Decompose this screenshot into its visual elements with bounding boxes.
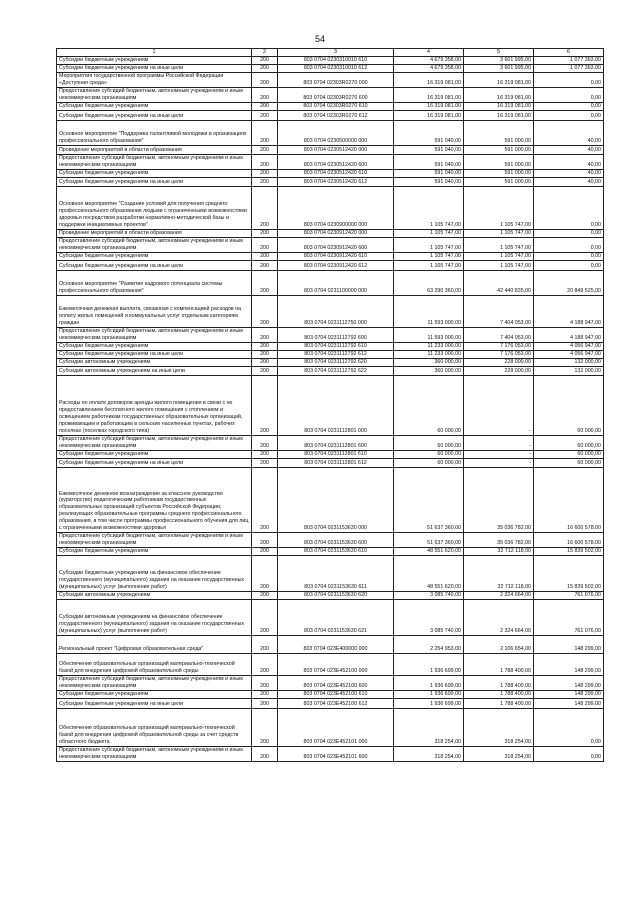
budget-execution-table (56, 48, 604, 762)
row-executed-cell: 42 440 835,00 (464, 271, 534, 296)
row-executed-cell: 1 105 747,00 (464, 238, 534, 253)
row-executed-cell: - (464, 459, 534, 468)
row-remaining-cell: 132 000,00 (534, 359, 604, 367)
row-executed-cell: 16 319 081,00 (464, 73, 534, 88)
row-approved-cell: 4 679 358,00 (394, 57, 464, 65)
row-name-cell: Предоставление субсидий бюджетным, автономным учреждениям и иным некоммерческим организациям (57, 238, 252, 253)
row-section-cell: 200 (252, 351, 278, 359)
row-approved-cell: 1 105 747,00 (394, 187, 464, 230)
table-row (57, 121, 604, 146)
row-approved-cell: 63 290 360,00 (394, 271, 464, 296)
row-remaining-cell: 0,00 (534, 253, 604, 261)
row-remaining-cell: 60 000,00 (534, 436, 604, 451)
row-approved-cell: 16 319 081,00 (394, 111, 464, 121)
row-remaining-cell: 0,00 (534, 111, 604, 121)
table-row (57, 367, 604, 376)
row-code-cell: 803 0704 0230512420 600 (278, 155, 394, 170)
row-executed-cell: 591 000,00 (464, 121, 534, 146)
row-section-cell: 200 (252, 170, 278, 178)
table-row (57, 230, 604, 238)
row-executed-cell: 3 601 995,00 (464, 57, 534, 65)
table-row (57, 376, 604, 436)
row-remaining-cell: 4 056 947,00 (534, 351, 604, 359)
row-name-cell: Субсидии бюджетным учреждениям на иные цели (57, 699, 252, 709)
row-approved-cell: 4 679 358,00 (394, 65, 464, 73)
row-name-cell: Субсидии бюджетным учреждениям (57, 548, 252, 556)
row-name-cell: Субсидии бюджетным учреждениям на иные цели (57, 65, 252, 73)
row-name-cell: Субсидии бюджетным учреждениям (57, 343, 252, 351)
row-section-cell: 200 (252, 451, 278, 459)
row-code-cell: 803 0704 0231153630 620 (278, 592, 394, 600)
row-approved-cell: 60 000,00 (394, 451, 464, 459)
row-name-cell: Обеспечение образовательных организаций материально-технической базой для внедрения цифровой образовательной среды (57, 654, 252, 676)
column-header: 2 (252, 49, 278, 57)
row-executed-cell: 7 176 053,00 (464, 343, 534, 351)
row-section-cell: 200 (252, 111, 278, 121)
row-name-cell: Субсидии бюджетным учреждениям на иные цели (57, 178, 252, 187)
row-name-cell: Субсидии бюджетным учреждениям (57, 451, 252, 459)
row-executed-cell: 318 254,00 (464, 747, 534, 762)
row-code-cell: 803 0704 0231153630 610 (278, 548, 394, 556)
row-code-cell: 803 0704 0231153630 000 (278, 468, 394, 533)
row-section-cell: 200 (252, 230, 278, 238)
row-section-cell: 200 (252, 155, 278, 170)
row-executed-cell: 7 404 053,00 (464, 328, 534, 343)
row-executed-cell: - (464, 451, 534, 459)
row-name-cell: Субсидии бюджетным учреждениям (57, 57, 252, 65)
row-approved-cell: 60 000,00 (394, 436, 464, 451)
table-row (57, 654, 604, 676)
table-body (57, 57, 604, 762)
row-code-cell: 803 0704 0230512420 612 (278, 178, 394, 187)
row-approved-cell: 2 254 953,00 (394, 636, 464, 654)
row-approved-cell: 1 936 699,00 (394, 699, 464, 709)
table-row (57, 187, 604, 230)
row-section-cell: 200 (252, 253, 278, 261)
row-approved-cell: 11 593 000,00 (394, 328, 464, 343)
row-name-cell: Предоставление субсидий бюджетным, автономным учреждениям и иным некоммерческим организациям (57, 155, 252, 170)
row-section-cell: 200 (252, 103, 278, 111)
row-approved-cell: 3 085 740,00 (394, 592, 464, 600)
row-executed-cell: 1 105 747,00 (464, 253, 534, 261)
row-code-cell: 803 0704 0230512420 000 (278, 146, 394, 155)
row-executed-cell: 32 712 118,00 (464, 556, 534, 592)
row-executed-cell: 228 000,00 (464, 359, 534, 367)
row-section-cell: 200 (252, 600, 278, 636)
row-code-cell: 803 0704 023E400000 000 (278, 636, 394, 654)
row-remaining-cell: 0,00 (534, 709, 604, 747)
row-code-cell: 803 0704 0231112801 612 (278, 459, 394, 468)
row-executed-cell: - (464, 376, 534, 436)
row-remaining-cell: 4 056 947,00 (534, 343, 604, 351)
table-row (57, 459, 604, 468)
row-remaining-cell: 4 188 947,00 (534, 296, 604, 328)
table-row (57, 343, 604, 351)
row-code-cell: 803 0704 0230310010 612 (278, 65, 394, 73)
row-executed-cell: 16 319 081,00 (464, 103, 534, 111)
table-row (57, 238, 604, 253)
row-remaining-cell: 0,00 (534, 103, 604, 111)
row-approved-cell: 48 551 620,00 (394, 548, 464, 556)
row-code-cell: 803 0704 023E452100 600 (278, 676, 394, 691)
row-section-cell: 200 (252, 121, 278, 146)
row-approved-cell: 1 105 747,00 (394, 230, 464, 238)
row-remaining-cell: 148 299,00 (534, 676, 604, 691)
row-name-cell: Субсидии автономным учреждениям на иные цели (57, 367, 252, 376)
row-remaining-cell: 761 076,00 (534, 600, 604, 636)
row-name-cell: Проведение мероприятий в области образования (57, 146, 252, 155)
row-remaining-cell: 15 839 502,00 (534, 548, 604, 556)
row-executed-cell: 16 319 081,00 (464, 111, 534, 121)
row-name-cell: Субсидии бюджетным учреждениям (57, 170, 252, 178)
row-executed-cell: 591 000,00 (464, 170, 534, 178)
row-approved-cell: 11 593 000,00 (394, 296, 464, 328)
row-remaining-cell: 40,00 (534, 155, 604, 170)
row-executed-cell: 1 788 400,00 (464, 676, 534, 691)
row-remaining-cell: 20 849 525,00 (534, 271, 604, 296)
row-executed-cell: 1 105 747,00 (464, 187, 534, 230)
table-row (57, 253, 604, 261)
row-approved-cell: 60 000,00 (394, 376, 464, 436)
row-name-cell: Субсидии автономным учреждениям (57, 359, 252, 367)
column-header: 5 (464, 49, 534, 57)
row-code-cell: 803 0704 0231112792 620 (278, 359, 394, 367)
row-remaining-cell: 60 000,00 (534, 451, 604, 459)
table-row (57, 73, 604, 88)
row-executed-cell: 35 036 782,00 (464, 533, 534, 548)
table-row (57, 556, 604, 592)
row-executed-cell: 1 105 747,00 (464, 230, 534, 238)
row-approved-cell: 1 105 747,00 (394, 261, 464, 271)
row-approved-cell: 591 040,00 (394, 170, 464, 178)
row-code-cell: 803 0704 0230310010 610 (278, 57, 394, 65)
row-executed-cell: 1 788 400,00 (464, 699, 534, 709)
row-name-cell: Предоставление субсидий бюджетным, автономным учреждениям и иным некоммерческим организациям (57, 676, 252, 691)
row-remaining-cell: 148 299,00 (534, 654, 604, 676)
row-executed-cell: 1 788 400,00 (464, 691, 534, 699)
row-remaining-cell: 40,00 (534, 170, 604, 178)
row-approved-cell: 1 105 747,00 (394, 253, 464, 261)
row-remaining-cell: 40,00 (534, 178, 604, 187)
row-section-cell: 200 (252, 88, 278, 103)
table-row (57, 88, 604, 103)
row-executed-cell: 35 036 782,00 (464, 468, 534, 533)
table-row (57, 691, 604, 699)
row-remaining-cell: 40,00 (534, 121, 604, 146)
row-section-cell: 200 (252, 709, 278, 747)
table-row (57, 351, 604, 359)
row-name-cell: Предоставление субсидий бюджетным, автономным учреждениям и иным некоммерческим организациям (57, 328, 252, 343)
row-remaining-cell: 148 299,00 (534, 691, 604, 699)
table-row (57, 636, 604, 654)
row-section-cell: 200 (252, 146, 278, 155)
row-remaining-cell: 761 076,00 (534, 592, 604, 600)
row-code-cell: 803 0704 0231112801 610 (278, 451, 394, 459)
row-section-cell: 200 (252, 459, 278, 468)
row-remaining-cell: 0,00 (534, 747, 604, 762)
row-approved-cell: 3 085 740,00 (394, 600, 464, 636)
table-row (57, 146, 604, 155)
row-executed-cell: 32 712 118,00 (464, 548, 534, 556)
row-code-cell: 803 0704 023E452101 000 (278, 709, 394, 747)
table-row (57, 468, 604, 533)
table-row (57, 170, 604, 178)
row-approved-cell: 16 319 081,00 (394, 73, 464, 88)
table-row (57, 178, 604, 187)
row-code-cell: 803 0704 0231112801 600 (278, 436, 394, 451)
row-section-cell: 200 (252, 73, 278, 88)
row-executed-cell: 228 000,00 (464, 367, 534, 376)
table-header-row (57, 49, 604, 57)
table-row (57, 548, 604, 556)
row-remaining-cell: 0,00 (534, 73, 604, 88)
row-remaining-cell: 0,00 (534, 88, 604, 103)
row-name-cell: Субсидии автономным учреждениям (57, 592, 252, 600)
row-name-cell: Ежемесячное денежное вознаграждение за классное руководство (кураторство) педагогическим работникам государственных образовательных организаций субъектов Российской Федерации, реализующих образовательные программы среднего профессионального образования, в том числе программы профессионального обучения для лиц с ограниченными возможностями здоровья (57, 468, 252, 533)
row-name-cell: Обеспечение образовательных организаций материально-технической базой для внедрения цифровой образовательной среды за счет средств областного бюджета (57, 709, 252, 747)
row-name-cell: Субсидии бюджетным учреждениям на иные цели (57, 261, 252, 271)
table-row (57, 65, 604, 73)
table-row (57, 271, 604, 296)
table-row (57, 709, 604, 747)
row-approved-cell: 591 040,00 (394, 146, 464, 155)
row-executed-cell: 2 324 664,00 (464, 600, 534, 636)
row-remaining-cell: 4 188 947,00 (534, 328, 604, 343)
row-name-cell: Субсидии бюджетным учреждениям на иные цели (57, 459, 252, 468)
row-executed-cell: 318 254,00 (464, 709, 534, 747)
column-header: 1 (57, 49, 252, 57)
row-name-cell: Основное мероприятие "Развитие кадрового потенциала системы профессионального образования" (57, 271, 252, 296)
row-code-cell: 803 0704 0231112792 600 (278, 328, 394, 343)
row-section-cell: 200 (252, 376, 278, 436)
row-remaining-cell: 60 000,00 (534, 459, 604, 468)
row-section-cell: 200 (252, 533, 278, 548)
row-code-cell: 803 0704 0230912420 600 (278, 238, 394, 253)
row-code-cell: 803 0704 0231153630 611 (278, 556, 394, 592)
row-code-cell: 803 0704 02303R0270 000 (278, 73, 394, 88)
row-approved-cell: 1 936 699,00 (394, 691, 464, 699)
row-executed-cell: 7 176 053,00 (464, 351, 534, 359)
row-section-cell: 200 (252, 436, 278, 451)
row-section-cell: 200 (252, 238, 278, 253)
table-row (57, 57, 604, 65)
row-approved-cell: 591 040,00 (394, 121, 464, 146)
row-executed-cell: 591 000,00 (464, 178, 534, 187)
row-approved-cell: 591 040,00 (394, 155, 464, 170)
row-section-cell: 200 (252, 296, 278, 328)
row-executed-cell: 3 601 995,00 (464, 65, 534, 73)
row-name-cell: Субсидии бюджетным учреждениям на финансовое обеспечение государственного (муниципального) задания на оказание государственных (муниципальных) услуг (выполнение работ) (57, 556, 252, 592)
table-row (57, 359, 604, 367)
row-remaining-cell: 1 077 363,00 (534, 65, 604, 73)
table-row (57, 451, 604, 459)
row-remaining-cell: 148 299,00 (534, 699, 604, 709)
row-section-cell: 200 (252, 592, 278, 600)
table-row (57, 600, 604, 636)
page-number: 54 (314, 34, 325, 44)
row-code-cell: 803 0704 02303R0270 612 (278, 111, 394, 121)
row-code-cell: 803 0704 023E452100 612 (278, 699, 394, 709)
row-approved-cell: 591 040,00 (394, 178, 464, 187)
row-executed-cell: 7 404 053,00 (464, 296, 534, 328)
row-approved-cell: 51 637 360,00 (394, 533, 464, 548)
row-name-cell: Проведение мероприятий в области образования (57, 230, 252, 238)
table-row (57, 103, 604, 111)
row-approved-cell: 1 105 747,00 (394, 238, 464, 253)
row-section-cell: 200 (252, 654, 278, 676)
row-name-cell: Субсидии бюджетным учреждениям (57, 691, 252, 699)
row-approved-cell: 360 000,00 (394, 367, 464, 376)
row-approved-cell: 1 936 699,00 (394, 676, 464, 691)
row-approved-cell: 16 319 081,00 (394, 88, 464, 103)
row-code-cell: 803 0704 0231100000 000 (278, 271, 394, 296)
table-row (57, 436, 604, 451)
row-name-cell: Основное мероприятие "Создание условий для получения среднего профессионального образования людьми с ограниченными возможностями здоровья посредством разработки нормативно-методической базы и поддержки инициативных проектов" (57, 187, 252, 230)
row-remaining-cell: 16 600 578,00 (534, 468, 604, 533)
row-section-cell: 200 (252, 636, 278, 654)
row-approved-cell: 16 319 081,00 (394, 103, 464, 111)
row-name-cell: Субсидии бюджетным учреждениям (57, 103, 252, 111)
row-remaining-cell: 0,00 (534, 261, 604, 271)
row-section-cell: 200 (252, 178, 278, 187)
row-code-cell: 803 0704 02303R0270 600 (278, 88, 394, 103)
table-row (57, 328, 604, 343)
row-code-cell: 803 0704 0230912420 610 (278, 253, 394, 261)
column-header: 4 (394, 49, 464, 57)
row-approved-cell: 51 637 360,00 (394, 468, 464, 533)
row-code-cell: 803 0704 0230912420 000 (278, 230, 394, 238)
row-approved-cell: 60 000,00 (394, 459, 464, 468)
row-remaining-cell: 0,00 (534, 230, 604, 238)
table-row (57, 592, 604, 600)
row-name-cell: Региональный проект "Цифровая образовательная среда" (57, 636, 252, 654)
table-row (57, 111, 604, 121)
row-section-cell: 200 (252, 747, 278, 762)
row-name-cell: Расходы по оплате договоров аренды жилого помещения в связи с не предоставлением бесплатного жилого помещения с отоплением и освещением работникам государственных образовательных организаций, проживающим и работающим в сельских населенных пунктах, рабочих поселках (поселках городского типа) (57, 376, 252, 436)
row-section-cell: 200 (252, 691, 278, 699)
row-approved-cell: 318 254,00 (394, 709, 464, 747)
row-executed-cell: 591 000,00 (464, 155, 534, 170)
row-code-cell: 803 0704 0231153630 621 (278, 600, 394, 636)
row-executed-cell: 2 106 654,00 (464, 636, 534, 654)
row-remaining-cell: 40,00 (534, 146, 604, 155)
row-code-cell: 803 0704 0231112792 610 (278, 343, 394, 351)
row-name-cell: Предоставление субсидий бюджетным, автономным учреждениям и иным некоммерческим организациям (57, 747, 252, 762)
row-code-cell: 803 0704 02303R0270 610 (278, 103, 394, 111)
row-section-cell: 200 (252, 328, 278, 343)
row-code-cell: 803 0704 0230500000 000 (278, 121, 394, 146)
table-row (57, 747, 604, 762)
row-section-cell: 200 (252, 699, 278, 709)
row-code-cell: 803 0704 023E452101 600 (278, 747, 394, 762)
row-code-cell: 803 0704 0231153630 600 (278, 533, 394, 548)
row-approved-cell: 1 936 699,00 (394, 654, 464, 676)
row-code-cell: 803 0704 023E452100 000 (278, 654, 394, 676)
row-executed-cell: 16 319 081,00 (464, 88, 534, 103)
row-executed-cell: - (464, 436, 534, 451)
row-approved-cell: 11 233 000,00 (394, 343, 464, 351)
row-code-cell: 803 0704 0230512420 610 (278, 170, 394, 178)
table-row (57, 296, 604, 328)
row-remaining-cell: 60 000,00 (534, 376, 604, 436)
row-code-cell: 803 0704 0230900000 000 (278, 187, 394, 230)
row-name-cell: Предоставление субсидий бюджетным, автономным учреждениям и иным некоммерческим организациям (57, 88, 252, 103)
row-remaining-cell: 132 000,00 (534, 367, 604, 376)
row-executed-cell: 591 000,00 (464, 146, 534, 155)
row-remaining-cell: 0,00 (534, 187, 604, 230)
row-section-cell: 200 (252, 367, 278, 376)
row-section-cell: 200 (252, 187, 278, 230)
row-section-cell: 200 (252, 468, 278, 533)
row-name-cell: Субсидии бюджетным учреждениям на иные цели (57, 351, 252, 359)
row-name-cell: Субсидии бюджетным учреждениям на иные цели (57, 111, 252, 121)
row-remaining-cell: 15 839 502,00 (534, 556, 604, 592)
row-section-cell: 200 (252, 65, 278, 73)
row-executed-cell: 1 788 400,00 (464, 654, 534, 676)
row-approved-cell: 48 551 620,00 (394, 556, 464, 592)
row-code-cell: 803 0704 0231112792 612 (278, 351, 394, 359)
row-name-cell: Предоставление субсидий бюджетным, автономным учреждениям и иным некоммерческим организациям (57, 533, 252, 548)
row-code-cell: 803 0704 023E452100 610 (278, 691, 394, 699)
table-row (57, 155, 604, 170)
row-name-cell: Мероприятия государственной программы Российской Федерации «Доступная среда» (57, 73, 252, 88)
row-section-cell: 200 (252, 556, 278, 592)
row-section-cell: 200 (252, 261, 278, 271)
row-remaining-cell: 16 600 578,00 (534, 533, 604, 548)
row-section-cell: 200 (252, 57, 278, 65)
row-section-cell: 200 (252, 676, 278, 691)
row-name-cell: Предоставление субсидий бюджетным, автономным учреждениям и иным некоммерческим организациям (57, 436, 252, 451)
table-row (57, 533, 604, 548)
row-executed-cell: 2 324 664,00 (464, 592, 534, 600)
table-row (57, 699, 604, 709)
row-remaining-cell: 1 077 363,00 (534, 57, 604, 65)
row-section-cell: 200 (252, 359, 278, 367)
row-code-cell: 803 0704 0231112750 000 (278, 296, 394, 328)
column-header: 3 (278, 49, 394, 57)
row-name-cell: Основное мероприятие "Поддержка талантливой молодежи в организациях профессионального образования" (57, 121, 252, 146)
row-name-cell: Субсидии бюджетным учреждениям (57, 253, 252, 261)
row-approved-cell: 360 000,00 (394, 359, 464, 367)
row-code-cell: 803 0704 0230912420 612 (278, 261, 394, 271)
row-remaining-cell: 0,00 (534, 238, 604, 253)
row-section-cell: 200 (252, 548, 278, 556)
table-row (57, 261, 604, 271)
column-header: 6 (534, 49, 604, 57)
row-name-cell: Ежемесячная денежная выплата, связанная с компенсацией расходов на оплату жилых помещений и коммунальных услуг отдельным категориям граждан (57, 296, 252, 328)
row-section-cell: 200 (252, 343, 278, 351)
row-remaining-cell: 148 299,00 (534, 636, 604, 654)
row-code-cell: 803 0704 0231112792 622 (278, 367, 394, 376)
row-executed-cell: 1 105 747,00 (464, 261, 534, 271)
row-section-cell: 200 (252, 271, 278, 296)
row-approved-cell: 318 254,00 (394, 747, 464, 762)
row-name-cell: Субсидии автономным учреждениям на финансовое обеспечение государственного (муниципального) задания на оказание государственных (муниципальных) услуг (выполнение работ) (57, 600, 252, 636)
row-approved-cell: 11 233 000,00 (394, 351, 464, 359)
table-row (57, 676, 604, 691)
row-code-cell: 803 0704 0231112801 000 (278, 376, 394, 436)
